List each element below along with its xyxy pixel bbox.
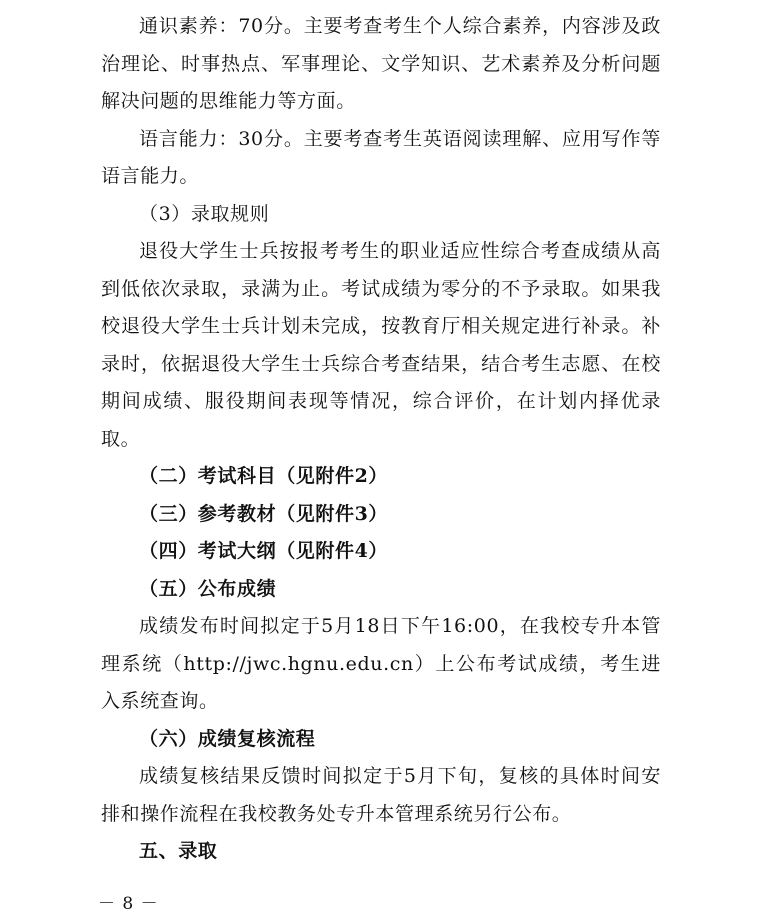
review-process-heading: （六）成绩复核流程 bbox=[139, 727, 316, 750]
admission-section-heading: 五、录取 bbox=[139, 840, 218, 862]
admission-rules-heading: （3）录取规则 bbox=[139, 202, 270, 225]
exam-subjects-heading: （二）考试科目（见附件2） bbox=[139, 465, 389, 487]
publish-results-heading: （五）公布成绩 bbox=[139, 577, 277, 600]
document-body bbox=[101, 8, 661, 871]
admission-rules-paragraph: 退役大学生士兵按报考考生的职业适应性综合考查成绩从高到低依次录取，录满为止。考试成绩为零分的不予录取。如果我校退役大学生士兵计划未完成，按教育厅相关规定进行补录。补录时，依据退役大学生士兵综合考查结果，结合考生志愿、在校期间成绩、服役期间表现等情况，综合评价，在计划内择优录取。 bbox=[101, 240, 661, 450]
page-number: － 8 － bbox=[98, 894, 159, 914]
publish-results-paragraph: 成绩发布时间拟定于5月18日下午16:00，在我校专升本管理系统（http://jwc.hgnu.edu.cn）上公布考试成绩，考生进入系统查询。 bbox=[101, 615, 661, 712]
exam-outline-heading: （四）考试大纲（见附件4） bbox=[139, 540, 389, 562]
language-ability-paragraph: 语言能力：30分。主要考查考生英语阅读理解、应用写作等语言能力。 bbox=[101, 127, 661, 187]
review-process-paragraph: 成绩复核结果反馈时间拟定于5月下旬，复核的具体时间安排和操作流程在我校教务处专升本管理系统另行公布。 bbox=[101, 765, 661, 825]
reference-materials-heading: （三）参考教材（见附件3） bbox=[139, 502, 389, 525]
general-literacy-paragraph: 通识素养：70分。主要考查考生个人综合素养，内容涉及政治理论、时事热点、军事理论、文学知识、艺术素养及分析问题解决问题的思维能力等方面。 bbox=[101, 15, 661, 112]
